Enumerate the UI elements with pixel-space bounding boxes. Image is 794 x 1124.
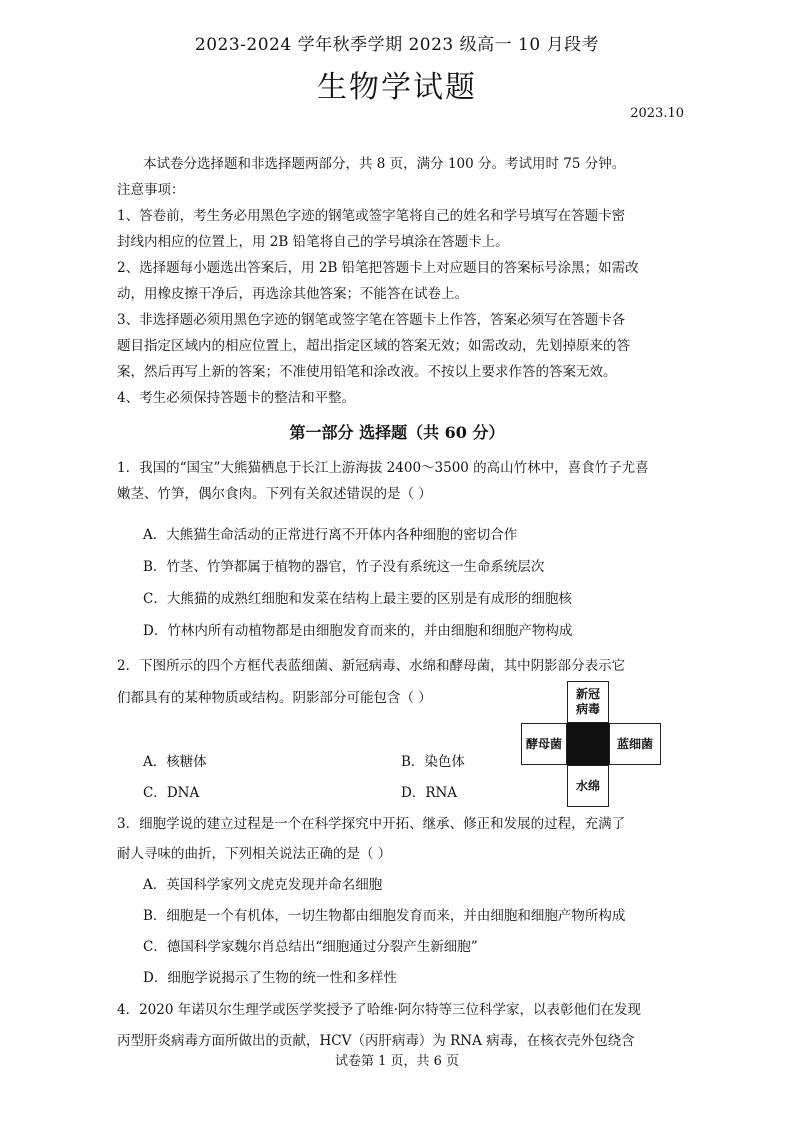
option-c: C．德国科学家魏尔肖总结出“细胞通过分裂产生新细胞” <box>143 939 478 955</box>
option-c: C．DNA <box>143 785 200 801</box>
page-footer: 试卷第 1 页，共 6 页 <box>334 1054 460 1069</box>
section-title: 第一部分 选择题（共 60 分） <box>289 423 505 442</box>
question-stem: 1．我国的“国宝”大熊猫栖息于长江上游海拔 2400～3500 的高山竹林中，喜食竹子尤喜 <box>117 460 649 476</box>
exam-title: 2023-2024 学年秋季学期 2023 级高一 10 月段考 <box>194 35 600 55</box>
option-b: B．竹茎、竹笋都属于植物的器官，竹子没有系统这一生命系统层次 <box>143 559 545 575</box>
organism-cross-diagram <box>521 681 661 809</box>
notice-line: 案，然后再写上新的答案；不准使用铅笔和涂改液。不按以上要求作答的答案无效。 <box>117 364 617 380</box>
question-1 <box>117 455 677 507</box>
option-d: D．RNA <box>401 785 458 801</box>
question-stem: 4．2020 年诺贝尔生理学或医学奖授予了哈维·阿尔特等三位科学家，以表彰他们在发现 <box>117 1002 642 1018</box>
notice-line: 4、考生必须保持答题卡的整洁和平整。 <box>117 390 356 406</box>
notice-line: 动，用橡皮擦干净后，再选涂其他答案；不能答在试卷上。 <box>117 286 468 302</box>
option-d: D．竹林内所有动植物都是由细胞发育而来的，并由细胞和细胞产物构成 <box>143 623 573 639</box>
box-spirogyra: 水绵 <box>567 765 609 807</box>
shaded-overlap <box>567 723 609 765</box>
question-stem: 3．细胞学说的建立过程是一个在科学探究中开拓、继承、修正和发展的过程，充满了 <box>117 816 626 832</box>
option-a: A．英国科学家列文虎克发现并命名细胞 <box>143 877 383 893</box>
intro-text: 本试卷分选择题和非选择题两部分，共 8 页，满分 100 分。考试用时 75 分钟。 <box>143 156 626 172</box>
question-stem: 耐人寻味的曲折，下列相关说法正确的是（ ） <box>117 846 392 862</box>
option-c: C．大熊猫的成熟红细胞和发菜在结构上最主要的区别是有成形的细胞核 <box>143 591 572 607</box>
option-b: B．细胞是一个有机体，一切生物都由细胞发育而来，并由细胞和细胞产物所构成 <box>143 908 626 924</box>
notice-line: 3、非选择题必须用黑色字迹的钢笔或签字笔在答题卡上作答，答案必须写在答题卡各 <box>117 312 626 328</box>
question-stem: 丙型肝炎病毒方面所做出的贡献，HCV（丙肝病毒）为 RNA 病毒，在核衣壳外包绕含 <box>117 1033 635 1049</box>
question-stem: 2．下图所示的四个方框代表蓝细菌、新冠病毒、水绵和酵母菌，其中阴影部分表示它 <box>117 658 626 674</box>
question-3 <box>117 809 677 869</box>
option-a: A．核糖体 <box>143 754 207 770</box>
exam-date: 2023.10 <box>630 106 684 121</box>
question-1-options <box>117 519 677 647</box>
box-novel-coronavirus: 新冠 病毒 <box>567 681 609 723</box>
question-3-options <box>117 870 677 994</box>
notice-line: 1、答卷前，考生务必用黑色字迹的钢笔或签字笔将自己的姓名和学号填写在答题卡密 <box>117 208 626 224</box>
box-yeast: 酵母菌 <box>521 723 567 765</box>
instructions-block <box>117 151 677 411</box>
option-b: B．染色体 <box>401 754 465 770</box>
question-stem: 嫩茎、竹笋，偶尔食肉。下列有关叙述错误的是（ ） <box>117 486 432 502</box>
subject-title: 生物学试题 <box>317 70 477 105</box>
notice-line: 封线内相应的位置上，用 2B 铅笔将自己的学号填涂在答题卡上。 <box>117 234 509 250</box>
question-4 <box>117 995 677 1057</box>
notice-title: 注意事项： <box>117 182 185 198</box>
notice-line: 2、选择题每小题选出答案后，用 2B 铅笔把答题卡上对应题目的答案标号涂黑；如需改 <box>117 260 639 276</box>
option-a: A．大熊猫生命活动的正常进行离不开体内各种细胞的密切合作 <box>143 527 518 543</box>
box-cyanobacteria: 蓝细菌 <box>609 723 661 765</box>
notice-line: 题目指定区域内的相应位置上，超出指定区域的答案无效；如需改动，先划掉原来的答 <box>117 338 630 354</box>
question-stem: 们都具有的某种物质或结构。阴影部分可能包含（ ） <box>117 690 432 706</box>
option-d: D．细胞学说揭示了生物的统一性和多样性 <box>143 970 397 986</box>
